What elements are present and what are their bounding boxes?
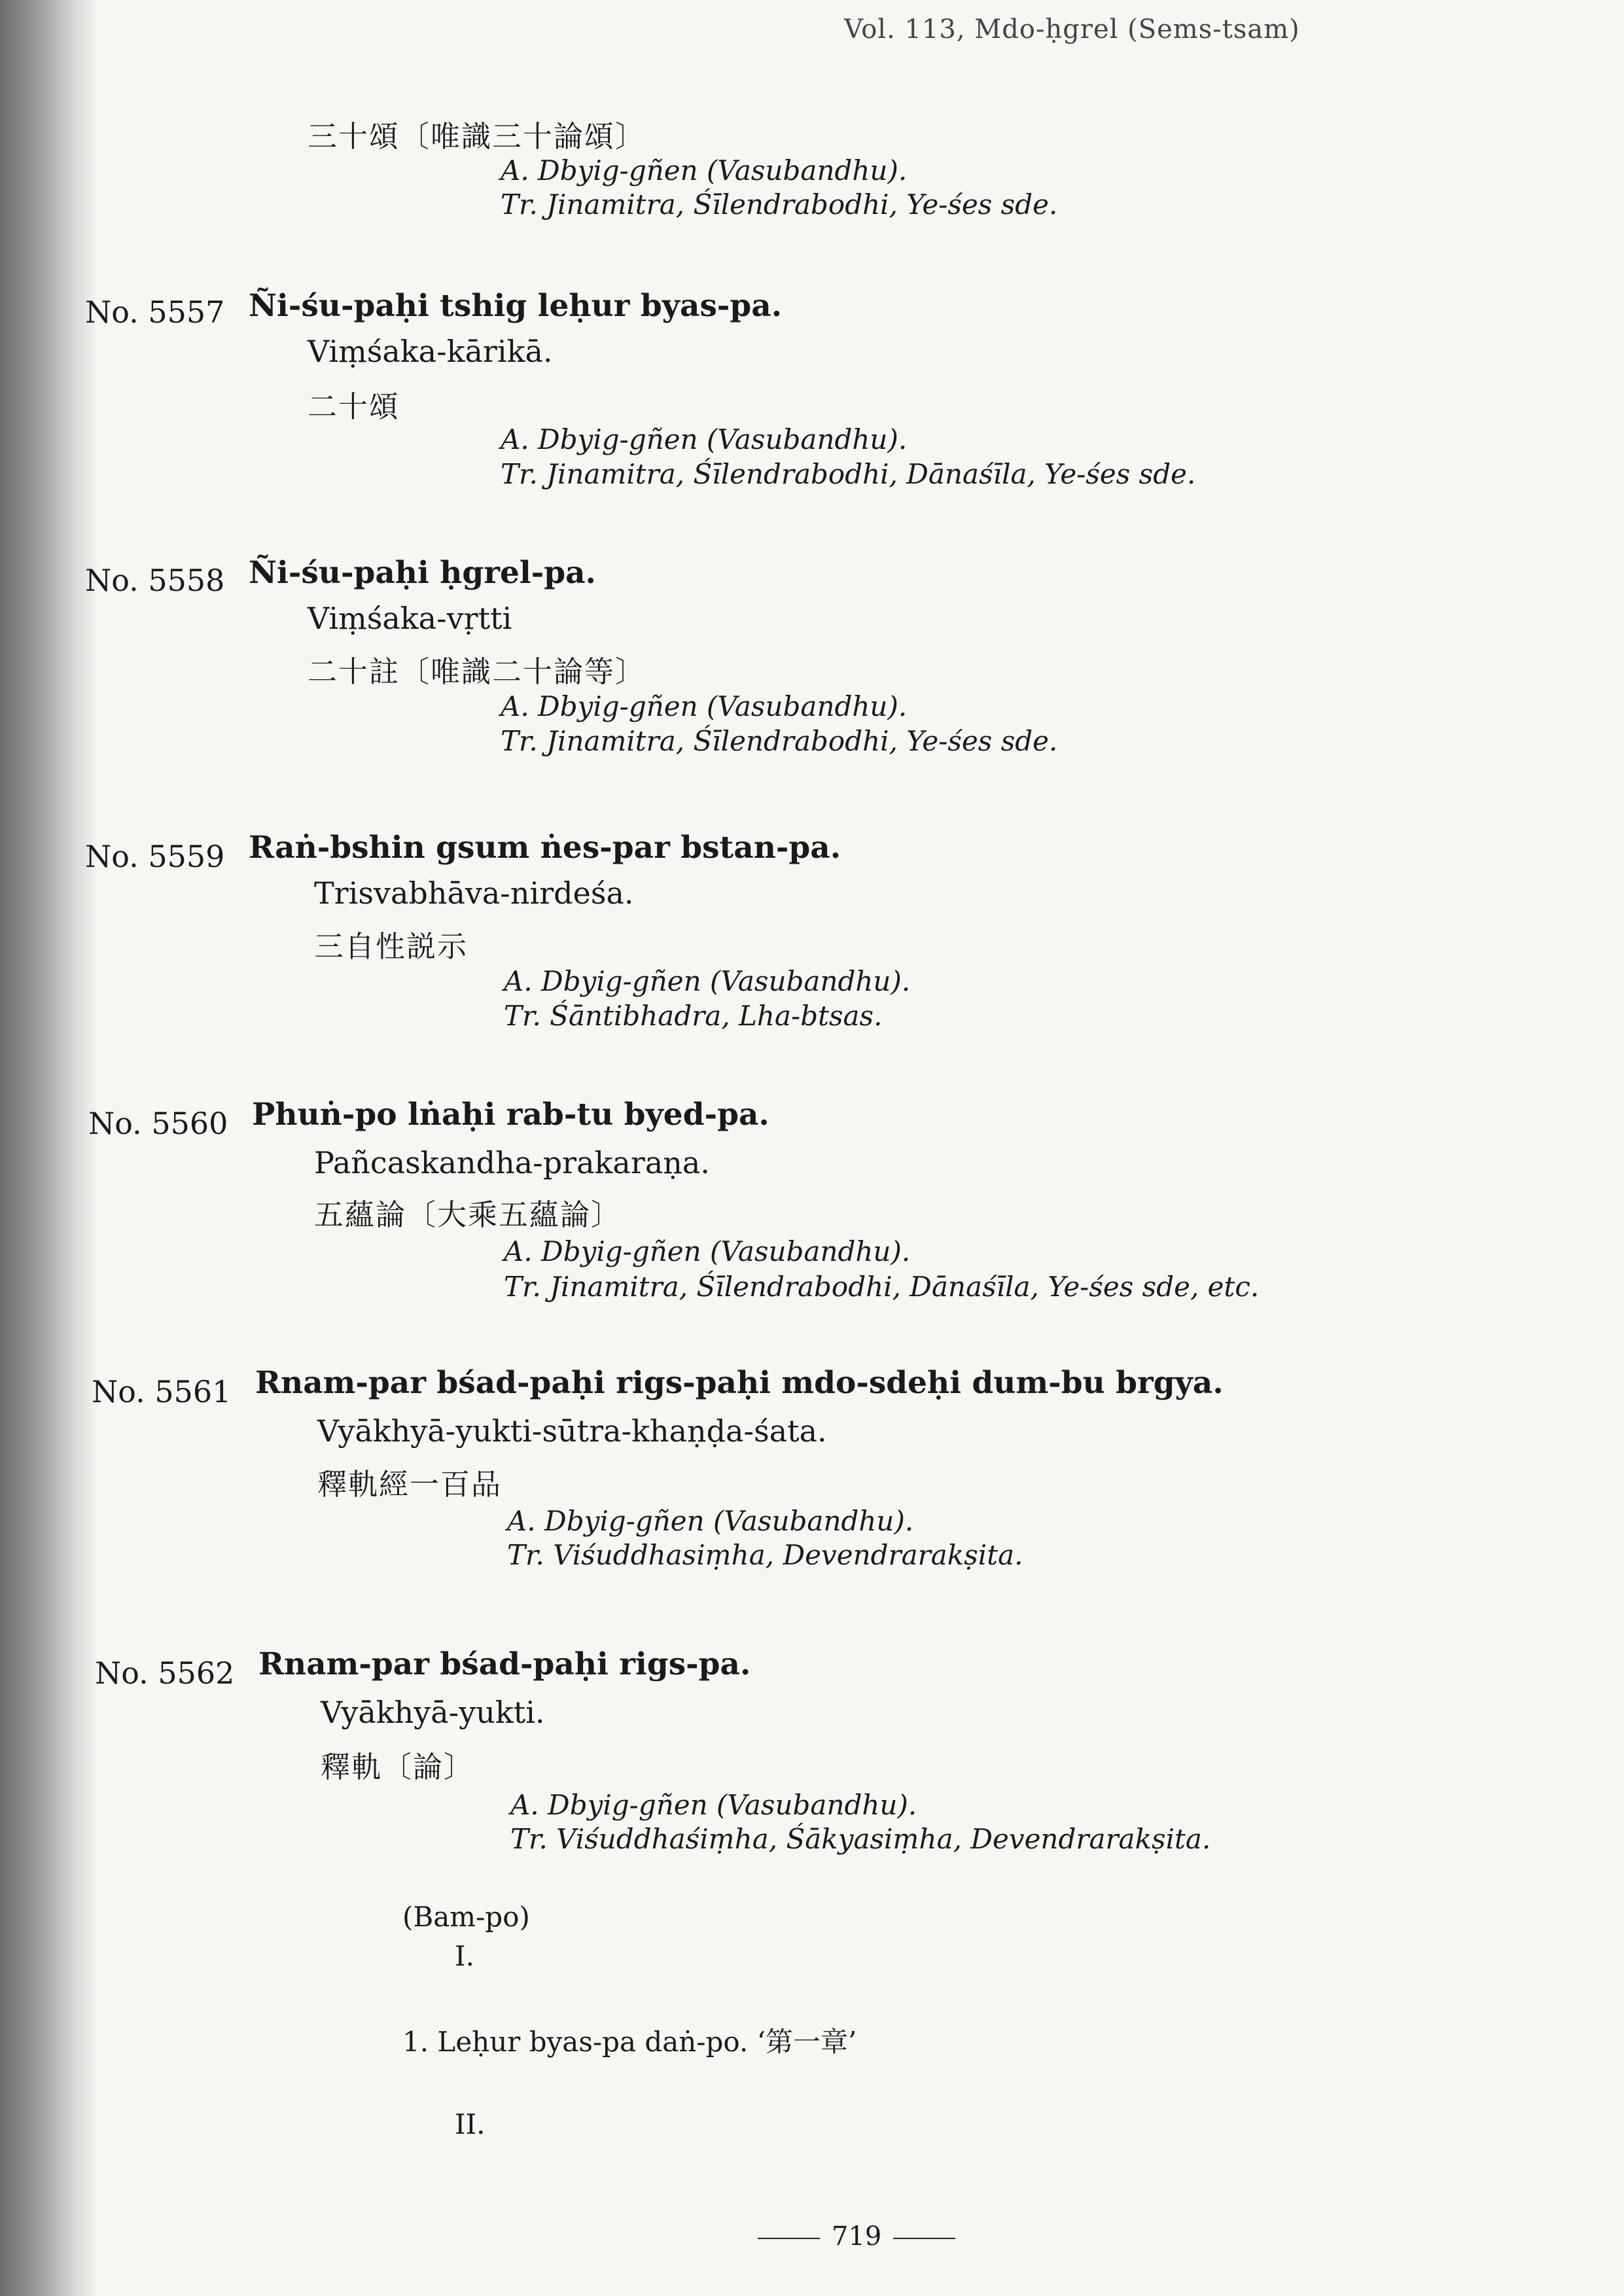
catalog-number: No. 5558 — [85, 563, 225, 598]
page-number: 719 — [832, 2221, 882, 2252]
sanskrit-title: Vyākhyā-yukti. — [321, 1695, 545, 1730]
chinese-title: 二十註〔唯識二十論等〕 — [308, 654, 646, 689]
chinese-title: 釋軌〔論〕 — [321, 1750, 475, 1784]
running-header: Vol. 113, Mdo-ḥgrel (Sems-tsam) — [844, 14, 1300, 44]
sanskrit-title: Trisvabhāva-nirdeśa. — [314, 875, 634, 911]
sanskrit-title: Viṃśaka-vṛtti — [308, 601, 512, 636]
bampo-item: I. — [455, 1940, 474, 1972]
translator-line: Tr. Jinamitra, Śīlendrabodhi, Dānaśīla, Ye-śes sde, etc. — [504, 1271, 1260, 1303]
catalog-number: No. 5557 — [85, 294, 225, 330]
tibetan-title: Rnam-par bśad-paḥi rigs-pa. — [258, 1646, 751, 1682]
tibetan-title: Raṅ-bshin gsum ṅes-par bstan-pa. — [249, 830, 841, 866]
translator-line: Tr. Śāntibhadra, Lha-btsas. — [504, 1000, 883, 1032]
catalog-number: No. 5562 — [95, 1655, 235, 1691]
author-line: A. Dbyig-gñen (Vasubandhu). — [510, 1789, 917, 1821]
bampo-item: 1. Leḥur byas-pa daṅ-po. ‘第一章’ — [402, 2026, 857, 2058]
author-line: A. Dbyig-gñen (Vasubandhu). — [504, 965, 911, 997]
page-footer — [746, 2221, 967, 2252]
catalog-number: No. 5559 — [85, 839, 225, 874]
translator-line: Tr. Jinamitra, Śīlendrabodhi, Dānaśīla, Ye-śes sde. — [501, 458, 1196, 490]
chinese-title: 三自性説示 — [314, 929, 468, 964]
author-line: A. Dbyig-gñen (Vasubandhu). — [504, 1235, 911, 1267]
chinese-title: 三十頌〔唯識三十論頌〕 — [308, 119, 646, 154]
tibetan-title: Phuṅ-po lṅaḥi rab-tu byed-pa. — [252, 1097, 769, 1133]
author-line: A. Dbyig-gñen (Vasubandhu). — [501, 154, 908, 186]
bampo-item: II. — [455, 2108, 485, 2140]
catalog-number: No. 5561 — [92, 1374, 232, 1409]
translator-line: Tr. Viśuddhaśiṃha, Śākyasiṃha, Devendrarakṣita. — [510, 1823, 1211, 1855]
chinese-title: 五蘊論〔大乘五蘊論〕 — [314, 1197, 622, 1232]
chinese-title: 二十頌 — [308, 389, 400, 424]
author-line: A. Dbyig-gñen (Vasubandhu). — [501, 690, 908, 722]
translator-line: Tr. Jinamitra, Śīlendrabodhi, Ye-śes sde. — [501, 725, 1058, 757]
scan-gutter-shadow — [0, 0, 98, 2296]
sanskrit-title: Vyākhyā-yukti-sūtra-khaṇḍa-śata. — [317, 1413, 827, 1449]
author-line: A. Dbyig-gñen (Vasubandhu). — [507, 1505, 914, 1537]
footer-rule-left — [758, 2238, 820, 2239]
sanskrit-title: Pañcaskandha-prakaraṇa. — [314, 1145, 710, 1180]
footer-rule-right — [893, 2238, 955, 2239]
catalog-number: No. 5560 — [88, 1106, 228, 1141]
author-line: A. Dbyig-gñen (Vasubandhu). — [501, 423, 908, 455]
chinese-title: 釋軌經一百品 — [317, 1467, 503, 1502]
tibetan-title: Rnam-par bśad-paḥi rigs-paḥi mdo-sdeḥi dum-bu brgya. — [255, 1365, 1224, 1401]
translator-line: Tr. Viśuddhasiṃha, Devendrarakṣita. — [507, 1539, 1023, 1571]
bampo-label: (Bam-po) — [402, 1901, 530, 1933]
sanskrit-title: Viṃśaka-kārikā. — [308, 334, 553, 369]
tibetan-title: Ñi-śu-paḥi ḥgrel-pa. — [249, 555, 596, 591]
translator-line: Tr. Jinamitra, Śīlendrabodhi, Ye-śes sde. — [501, 188, 1058, 221]
tibetan-title: Ñi-śu-paḥi tshig leḥur byas-pa. — [249, 288, 783, 324]
